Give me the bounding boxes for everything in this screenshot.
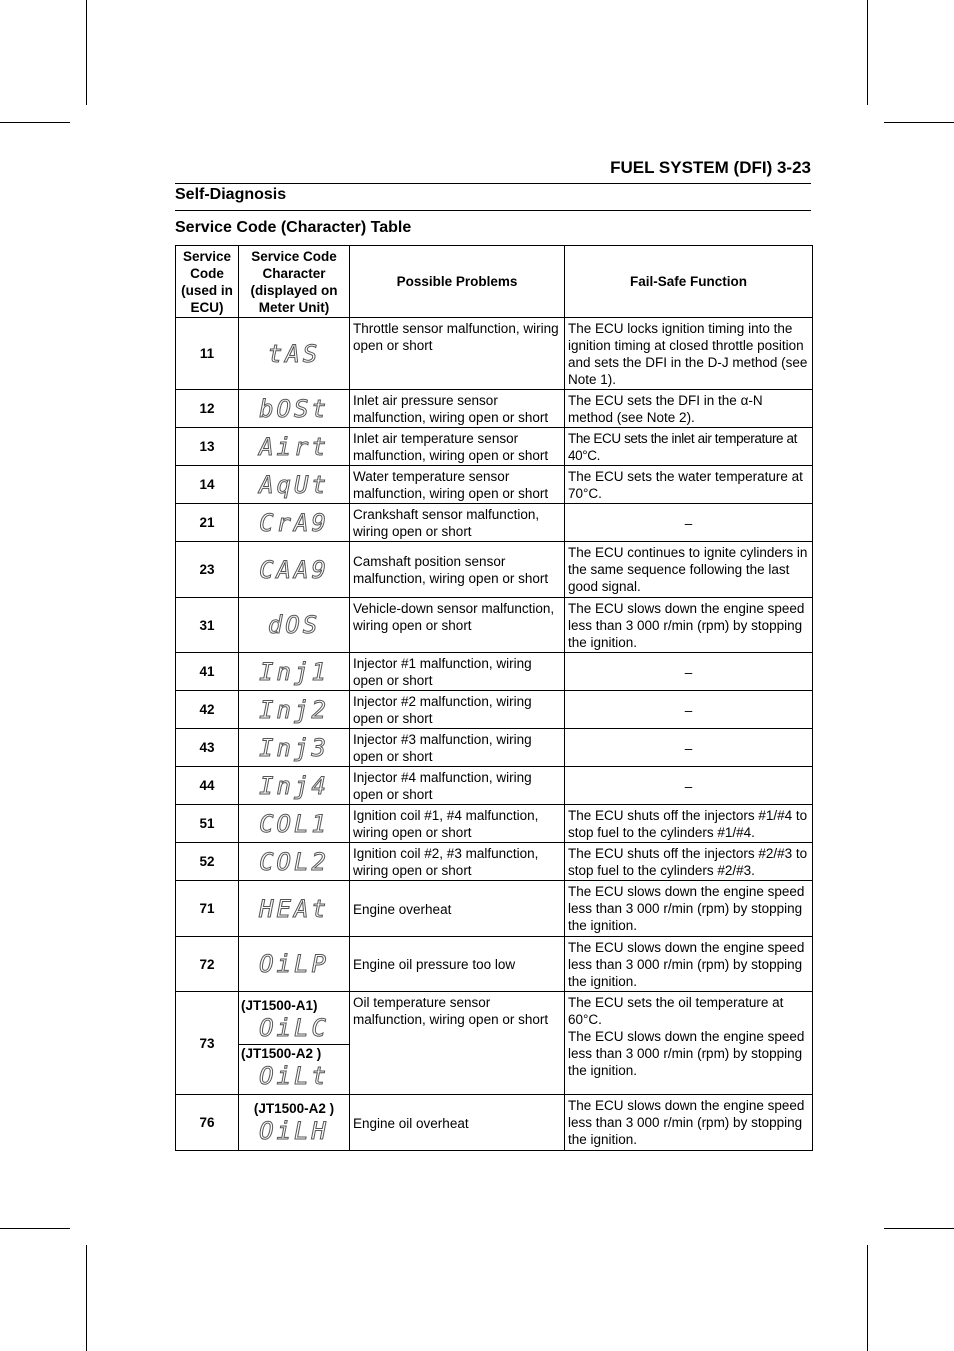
possible-problem: Injector #4 malfunction, wiring open or short xyxy=(350,767,565,805)
failsafe-function: The ECU sets the DFI in the α-N method (see Note 2). xyxy=(565,390,813,428)
crop-mark xyxy=(867,1245,868,1351)
column-header-failsafe: Fail-Safe Function xyxy=(565,246,813,318)
failsafe-function: – xyxy=(565,504,813,542)
possible-problem: Throttle sensor malfunction, wiring open or short xyxy=(350,318,565,390)
possible-problem: Injector #1 malfunction, wiring open or short xyxy=(350,653,565,691)
lcd-character: OiLP xyxy=(259,950,329,978)
possible-problem: Inlet air pressure sensor malfunction, wiring open or short xyxy=(350,390,565,428)
possible-problem: Inlet air temperature sensor malfunction, wiring open or short xyxy=(350,428,565,466)
possible-problem: Engine overheat xyxy=(350,881,565,937)
table-row xyxy=(176,937,813,992)
lcd-character-cell xyxy=(239,767,350,805)
table-row xyxy=(176,542,813,598)
lcd-character-cell xyxy=(239,881,350,937)
possible-problem: Engine oil pressure too low xyxy=(350,937,565,992)
failsafe-function: The ECU slows down the engine speed less than 3 000 r/min (rpm) by stopping the ignition. xyxy=(565,1095,813,1151)
table-row xyxy=(176,767,813,805)
failsafe-function: The ECU locks ignition timing into the ignition timing at closed throttle position and sets the DFI in the D-J method (see Note 1). xyxy=(565,318,813,390)
table-row xyxy=(176,992,813,1095)
model-label: (JT1500-A2 ) xyxy=(253,1101,335,1116)
service-code: 14 xyxy=(176,466,239,504)
possible-problem: Crankshaft sensor malfunction, wiring open or short xyxy=(350,504,565,542)
failsafe-function: The ECU continues to ignite cylinders in the same sequence following the last good signal. xyxy=(565,542,813,598)
table-row xyxy=(176,466,813,504)
crop-mark xyxy=(86,0,87,105)
lcd-character: Airt xyxy=(259,432,329,461)
possible-problem: Engine oil overheat xyxy=(350,1095,565,1151)
column-header-problems: Possible Problems xyxy=(350,246,565,318)
failsafe-function: The ECU sets the inlet air temperature at 40°C. xyxy=(565,428,813,466)
lcd-character: COL1 xyxy=(259,809,329,838)
model-label: (JT1500-A1) xyxy=(241,997,318,1013)
failsafe-line: The ECU sets the oil temperature at 60°C. xyxy=(568,995,784,1027)
failsafe-function xyxy=(565,992,813,1095)
lcd-character: COL2 xyxy=(259,847,329,876)
service-code: 31 xyxy=(176,598,239,653)
lcd-character-cell xyxy=(239,504,350,542)
lcd-character-cell xyxy=(239,843,350,881)
table-row xyxy=(176,390,813,428)
service-code: 41 xyxy=(176,653,239,691)
section-title: Self-Diagnosis xyxy=(175,186,287,203)
page-header: FUEL SYSTEM (DFI) 3-23 xyxy=(610,158,811,177)
lcd-character: OiLH xyxy=(259,1117,329,1145)
lcd-character: CrA9 xyxy=(259,508,329,537)
possible-problem: Oil temperature sensor malfunction, wiring open or short xyxy=(350,992,565,1095)
lcd-character-cell xyxy=(239,466,350,504)
failsafe-function: The ECU slows down the engine speed less than 3 000 r/min (rpm) by stopping the ignition. xyxy=(565,881,813,937)
service-code: 42 xyxy=(176,691,239,729)
lcd-character: Inj4 xyxy=(259,771,329,800)
table-row xyxy=(176,1095,813,1151)
lcd-character: OiLC xyxy=(259,1013,329,1042)
crop-mark xyxy=(867,0,868,105)
lcd-character: OiLt xyxy=(259,1061,329,1090)
service-code: 52 xyxy=(176,843,239,881)
lcd-character-cell xyxy=(239,1095,350,1151)
failsafe-function: The ECU shuts off the injectors #1/#4 to stop fuel to the cylinders #1/#4. xyxy=(565,805,813,843)
lcd-character: Inj3 xyxy=(259,733,329,762)
model-variant-a xyxy=(239,997,349,1045)
model-variant xyxy=(239,1100,349,1145)
table-row xyxy=(176,653,813,691)
column-header-character: Service Code Character (displayed on Meter Unit) xyxy=(239,246,350,318)
service-code: 13 xyxy=(176,428,239,466)
possible-problem: Camshaft position sensor malfunction, wiring open or short xyxy=(350,542,565,598)
possible-problem: Ignition coil #2, #3 malfunction, wiring open or short xyxy=(350,843,565,881)
lcd-character: AqUt xyxy=(259,470,329,499)
service-code: 73 xyxy=(176,992,239,1095)
lcd-character: dOS xyxy=(267,611,321,639)
service-code: 72 xyxy=(176,937,239,992)
service-code: 71 xyxy=(176,881,239,937)
crop-mark xyxy=(0,1228,70,1229)
crop-mark xyxy=(0,122,70,123)
lcd-character: bOSt xyxy=(259,394,329,423)
service-code: 12 xyxy=(176,390,239,428)
lcd-character-cell xyxy=(239,805,350,843)
lcd-character-cell xyxy=(239,542,350,598)
lcd-character-cell xyxy=(239,390,350,428)
model-label: (JT1500-A2 ) xyxy=(241,1045,322,1061)
possible-problem: Vehicle-down sensor malfunction, wiring open or short xyxy=(350,598,565,653)
failsafe-function: The ECU slows down the engine speed less than 3 000 r/min (rpm) by stopping the ignition. xyxy=(565,598,813,653)
table-header-row xyxy=(176,246,813,318)
table-row xyxy=(176,428,813,466)
lcd-character: CAA9 xyxy=(259,555,329,584)
service-code: 44 xyxy=(176,767,239,805)
table-row xyxy=(176,729,813,767)
possible-problem: Ignition coil #1, #4 malfunction, wiring open or short xyxy=(350,805,565,843)
section-rule xyxy=(175,210,811,211)
table-row xyxy=(176,881,813,937)
failsafe-function: – xyxy=(565,653,813,691)
failsafe-function: The ECU sets the water temperature at 70°C. xyxy=(565,466,813,504)
table-row xyxy=(176,843,813,881)
model-variant-b xyxy=(239,1045,349,1090)
crop-mark xyxy=(86,1245,87,1351)
lcd-character-cell xyxy=(239,691,350,729)
crop-mark xyxy=(884,1228,954,1229)
lcd-character-cell xyxy=(239,653,350,691)
table-row xyxy=(176,691,813,729)
service-code-table xyxy=(175,245,813,1151)
table-row xyxy=(176,318,813,390)
failsafe-function: – xyxy=(565,767,813,805)
lcd-character-cell xyxy=(239,729,350,767)
service-code: 11 xyxy=(176,318,239,390)
lcd-character-cell xyxy=(239,937,350,992)
crop-mark xyxy=(884,122,954,123)
possible-problem: Injector #3 malfunction, wiring open or short xyxy=(350,729,565,767)
failsafe-function: – xyxy=(565,691,813,729)
table-row xyxy=(176,504,813,542)
service-code: 23 xyxy=(176,542,239,598)
failsafe-function: – xyxy=(565,729,813,767)
lcd-character-cell xyxy=(239,598,350,653)
lcd-character: Inj2 xyxy=(259,695,329,724)
column-header-code: Service Code (used in ECU) xyxy=(176,246,239,318)
failsafe-function: The ECU shuts off the injectors #2/#3 to stop fuel to the cylinders #2/#3. xyxy=(565,843,813,881)
service-code: 43 xyxy=(176,729,239,767)
lcd-character-cell xyxy=(239,318,350,390)
service-code: 21 xyxy=(176,504,239,542)
service-code: 51 xyxy=(176,805,239,843)
header-rule xyxy=(175,183,811,184)
lcd-character-cell xyxy=(239,428,350,466)
service-code: 76 xyxy=(176,1095,239,1151)
lcd-character: HEAt xyxy=(259,894,329,923)
lcd-character-cell xyxy=(239,992,350,1095)
table-row xyxy=(176,598,813,653)
table-title: Service Code (Character) Table xyxy=(175,219,412,236)
lcd-character: Inj1 xyxy=(259,657,329,686)
possible-problem: Water temperature sensor malfunction, wiring open or short xyxy=(350,466,565,504)
failsafe-line: The ECU slows down the engine speed less than 3 000 r/min (rpm) by stopping the ignition. xyxy=(568,1029,805,1078)
table-row xyxy=(176,805,813,843)
failsafe-function: The ECU slows down the engine speed less than 3 000 r/min (rpm) by stopping the ignition. xyxy=(565,937,813,992)
lcd-character: tAS xyxy=(267,339,321,368)
possible-problem: Injector #2 malfunction, wiring open or short xyxy=(350,691,565,729)
